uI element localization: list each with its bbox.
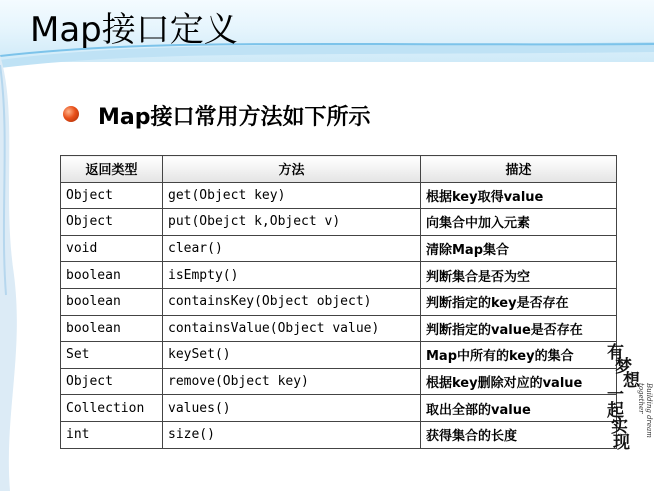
- cell-method: keySet(): [163, 342, 421, 369]
- cell-return-type: Object: [61, 209, 163, 236]
- cell-method: isEmpty(): [163, 262, 421, 289]
- table-row: [61, 368, 617, 395]
- watermark-char: 一: [607, 385, 624, 405]
- cell-description: 根据key删除对应的value: [421, 368, 617, 395]
- cell-return-type: Set: [61, 342, 163, 369]
- watermark-char: 现: [613, 433, 630, 453]
- header-method: 方法: [163, 156, 421, 183]
- table-row: [61, 262, 617, 289]
- cell-description: 清除Map集合: [421, 235, 617, 262]
- slide-subtitle: Map接口常用方法如下所示: [98, 105, 371, 130]
- cell-return-type: Collection: [61, 395, 163, 422]
- watermark-char: 有: [607, 343, 624, 363]
- watermark-char: 起: [607, 401, 624, 421]
- cell-method: containsValue(Object value): [163, 315, 421, 342]
- bullet-icon: [63, 106, 79, 122]
- table-header-row: [61, 156, 617, 183]
- table-row: [61, 209, 617, 236]
- cell-return-type: void: [61, 235, 163, 262]
- table-row: [61, 315, 617, 342]
- table-row: [61, 342, 617, 369]
- watermark-char: 想: [623, 371, 640, 391]
- cell-description: 获得集合的长度: [421, 421, 617, 448]
- watermark-english: Building dream together: [637, 383, 653, 438]
- cell-description: Map中所有的key的集合: [421, 342, 617, 369]
- table-row: [61, 235, 617, 262]
- cell-return-type: Object: [61, 368, 163, 395]
- cell-method: size(): [163, 421, 421, 448]
- header-description: 描述: [421, 156, 617, 183]
- cell-return-type: Object: [61, 182, 163, 209]
- cell-return-type: boolean: [61, 315, 163, 342]
- watermark-char: 梦: [615, 357, 632, 377]
- cell-method: remove(Object key): [163, 368, 421, 395]
- table-row: [61, 421, 617, 448]
- cell-method: clear(): [163, 235, 421, 262]
- cell-description: 取出全部的value: [421, 395, 617, 422]
- cell-method: containsKey(Object object): [163, 288, 421, 315]
- cell-description: 向集合中加入元素: [421, 209, 617, 236]
- cell-method: put(Obejct k,Object v): [163, 209, 421, 236]
- cell-return-type: boolean: [61, 288, 163, 315]
- methods-table: [60, 155, 617, 449]
- cell-return-type: int: [61, 421, 163, 448]
- table-row: [61, 182, 617, 209]
- table-row: [61, 288, 617, 315]
- cell-description: 根据key取得value: [421, 182, 617, 209]
- watermark-char: 实: [611, 417, 628, 437]
- cell-description: 判断指定的key是否存在: [421, 288, 617, 315]
- calligraphy-watermark: [607, 343, 653, 460]
- cell-method: get(Object key): [163, 182, 421, 209]
- cell-method: values(): [163, 395, 421, 422]
- cell-description: 判断集合是否为空: [421, 262, 617, 289]
- cell-return-type: boolean: [61, 262, 163, 289]
- table-row: [61, 395, 617, 422]
- cell-description: 判断指定的value是否存在: [421, 315, 617, 342]
- slide-title: Map接口定义: [30, 10, 238, 50]
- left-wave-decoration: [0, 55, 30, 491]
- header-return-type: 返回类型: [61, 156, 163, 183]
